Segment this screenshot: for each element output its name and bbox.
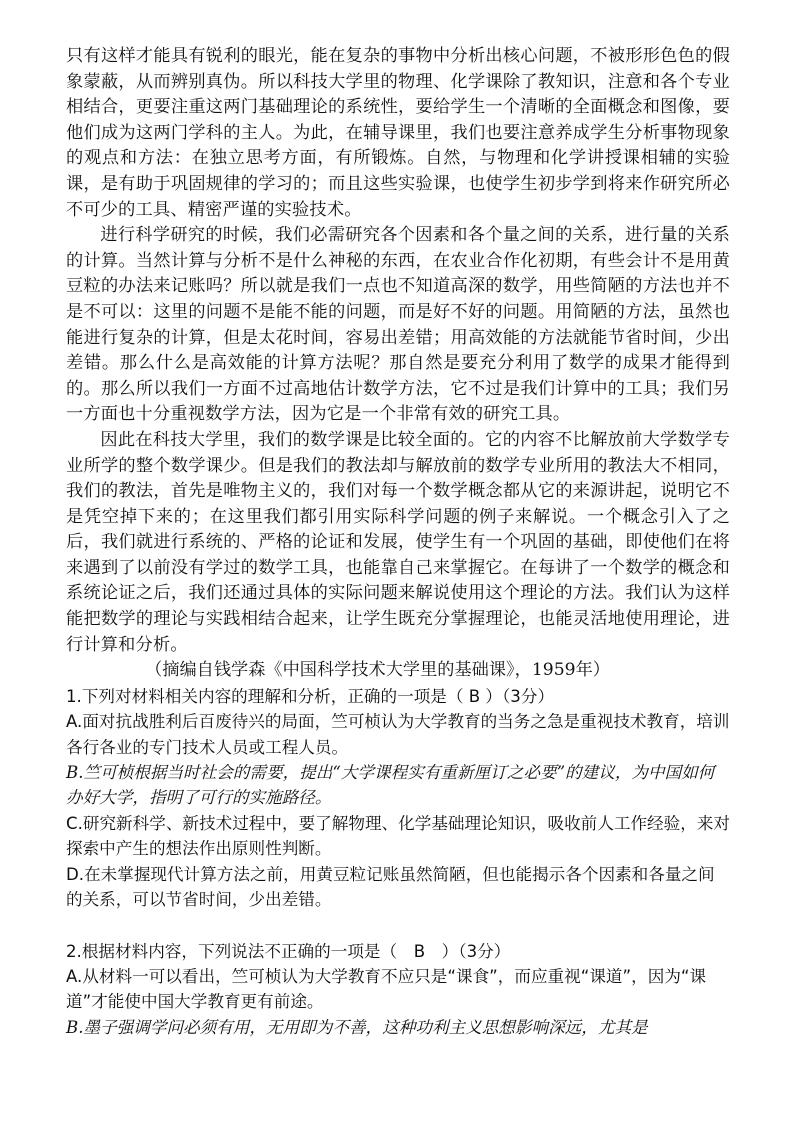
passage-paragraph-3: 因此在科技大学里，我们的数学课是比较全面的。它的内容不比解放前大学数学专业所学的整个数学课少。但是我们的教法却与解放前的数学专业所用的教法大不相同，我们的教法，首先是唯物主义的，我们对每一个数学概念都从它的来源讲起，说明它不是凭空掉下来的；在这里我们都引用实际科学问题的例子来解说。一个概念引入了之后，我们就进行系统的、严格的论证和发展，使学生有一个巩固的基础，即使他们在将来遇到了以前没有学过的数学工具，也能靠自己来掌握它。在每讲了一个数学的概念和系统论证之后，我们还通过具体的实际问题来解说使用这个理论的方法。我们认为这样能把数学的理论与实践相结合起来，让学生既充分掌握理论，也能灵活地使用理论，进行计算和分析。 xyxy=(66,429,730,655)
question-1 xyxy=(66,684,730,913)
question-2 xyxy=(66,939,730,1041)
option-a: A.从材料一可以看出，竺可桢认为大学教育不应只是“课食”，而应重视“课道”，因为“课道”才能使中国大学教育更有前途。 xyxy=(66,966,707,1012)
passage-paragraph-2: 进行科学研究的时候，我们必需研究各个因素和各个量之间的关系，进行量的关系的计算。当然计算与分析不是什么神秘的东西，在农业合作化初期，有些会计不是用黄豆粒的办法来记账吗？所以就是我们一点也不知道高深的数学，用些简陋的方法也并不是不可以：这里的问题不是能不能的问题，而是好不好的问题。用简陋的方法，虽然也能进行复杂的计算，但是太花时间，容易出差错；用高效能的方法就能节省时间，少出差错。那么什么是高效能的计算方法呢？那自然是要充分利用了数学的成果才能得到的。那么所以我们一方面不过高地估计数学方法，它不过是我们计算中的工具；我们另一方面也十分重视数学方法，因为它是一个非常有效的研究工具。 xyxy=(66,225,730,425)
question-stem: 2.根据材料内容，下列说法不正确的一项是（ B ）（3分） xyxy=(66,941,511,961)
passage-source: （摘编自钱学森《中国科学技术大学里的基础课》，1959年） xyxy=(145,660,610,681)
option-a: A.面对抗战胜利后百废待兴的局面，竺可桢认为大学教育的当务之急是重视技术教育，培训各行各业的专门技术人员或工程人员。 xyxy=(66,712,730,757)
question-stem: 1.下列对材料相关内容的理解和分析，正确的一项是（ B ）（3分） xyxy=(66,686,555,706)
passage-paragraph-1: 只有这样才能具有锐利的眼光，能在复杂的事物中分析出核心问题，不被形形色色的假象蒙蔽，从而辨别真伪。所以科技大学里的物理、化学课除了教知识，注意和各个专业相结合，更要注重这两门基础理论的系统性，要给学生一个清晰的全面概念和图像，要他们成为这两门学科的主人。为此，在辅导课里，我们也要注意养成学生分析事物现象的观点和方法：在独立思考方面，有所锻炼。自然，与物理和化学讲授课相辅的实验课，是有助于巩固规律的学习的；而且这些实验课，也使学生初步学到将来作研究所必不可少的工具、精密严谨的实验技术。 xyxy=(66,46,730,220)
document-page xyxy=(66,44,730,1040)
option-b: B.竺可桢根据当时社会的需要，提出“大学课程实有重新厘订之必要”的建议，为中国如何办好大学，指明了可行的实施路径。 xyxy=(66,763,715,808)
spacer xyxy=(66,913,730,939)
option-b: B.墨子强调学问必须有用，无用即为不善，这种功利主义思想影响深远，尤其是 xyxy=(66,1017,648,1037)
option-d: D.在未掌握现代计算方法之前，用黄豆粒记账虽然简陋，但也能揭示各个因素和各量之间的关系，可以节省时间，少出差错。 xyxy=(66,864,715,910)
option-c: C.研究新科学、新技术过程中，要了解物理、化学基础理论知识，吸收前人工作经验，来对探索中产生的想法作出原则性判断。 xyxy=(66,813,731,859)
